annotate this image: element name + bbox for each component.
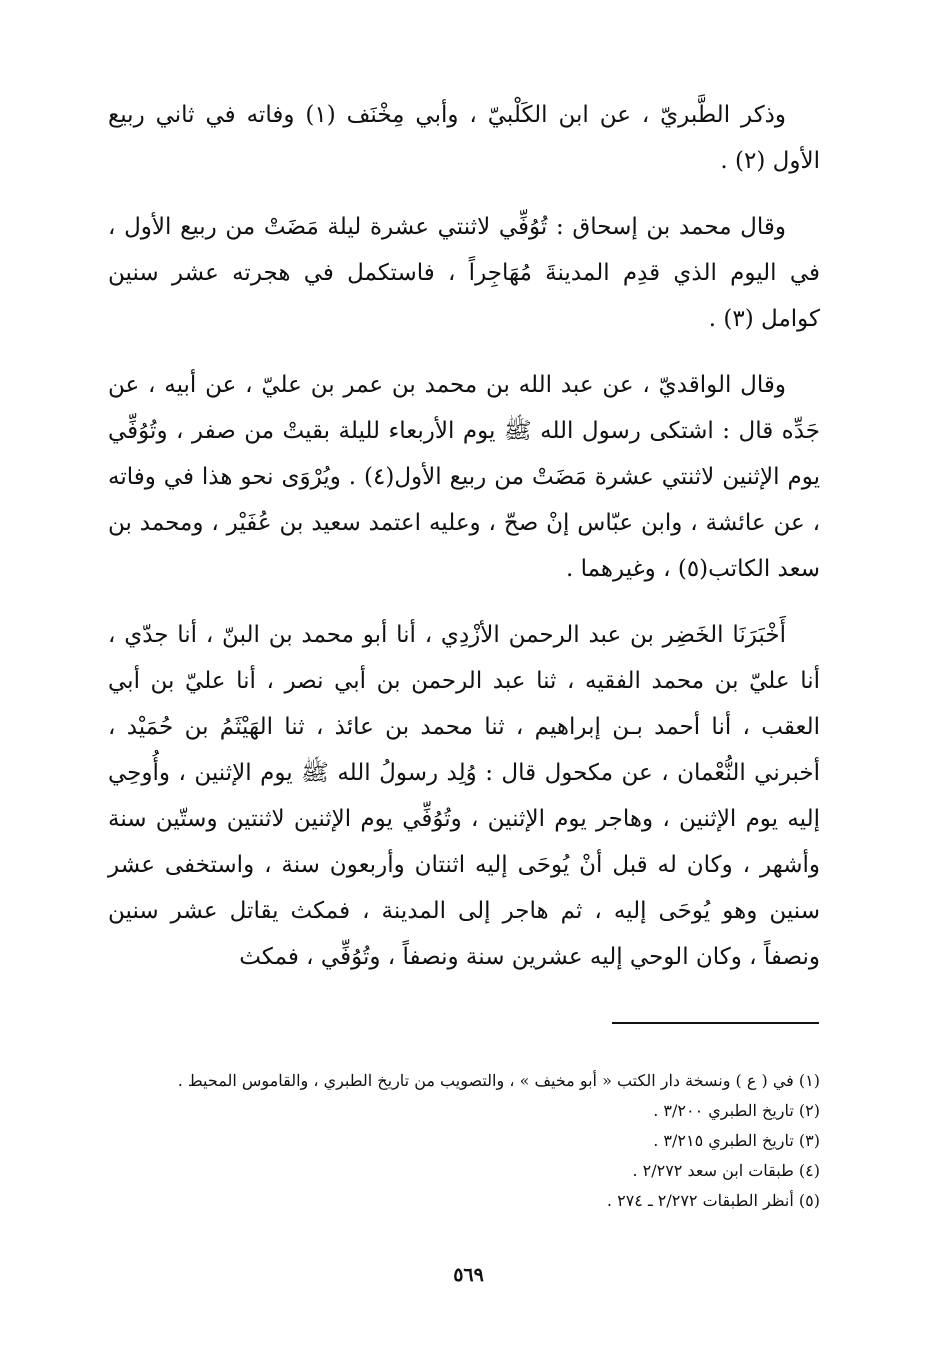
page-number: ٥٦٩ xyxy=(453,1264,484,1286)
footnote-divider xyxy=(612,1022,819,1024)
paragraph-tabari: وذكر الطَّبريّ ، عن ابن الكَلْبيّ ، وأبي مِخْنَف (١) وفاته في ثاني ربيع الأول (٢) . xyxy=(108,102,820,174)
paragraph-makhul-isnad: أَخْبَرَنَا الخَضِر بن عبد الرحمن الأزْدِي ، أنا أبو محمد بن البنّ ، أنا جدّي ، أنا عليّ بن محمد الفقيه ، ثنا عبد الرحمن بن أبي نصر ، أنا عليّ بن أبي العقب ، أنا أحمد بـن إبراهيم ، ثنا محمد بن عائذ ، ثنا الهَيْثَمُ بن حُمَيْد ، أخبرني النُّعْمان ، عن مكحول قال : وُلِد رسولُ الله ﷺ يوم الإثنين ، وأُوحِي إليه يوم الإثنين ، وهاجر يوم الإثنين ، وتُوُفِّي يوم الإثنين لاثنتين وستّين سنة وأشهر ، وكان له قبل أنْ يُوحَى إليه اثنتان وأربعون سنة ، واستخفى عشر سنين وهو يُوحَى إليه ، ثم هاجر إلى المدينة ، فمكث يقاتل عشر سنين ونصفاً ، وكان الوحي إليه عشرين سنة ونصفاً ، وتُوُفِّي ، فمكث xyxy=(108,622,820,970)
footnote-2: (٢) تاريخ الطبري ٣/٢٠٠ . xyxy=(653,1101,820,1120)
footnote-4: (٤) طبقات ابن سعد ٢/٢٧٢ . xyxy=(632,1161,820,1180)
footnotes-list xyxy=(108,1066,820,1216)
main-text xyxy=(108,92,820,980)
footnote-1: (١) في ( ع ) ونسخة دار الكتب « أبو مخيف » ، والتصويب من تاريخ الطبري ، والقاموس المحيط . xyxy=(177,1071,820,1090)
footnote-3: (٣) تاريخ الطبري ٣/٢١٥ . xyxy=(653,1131,820,1150)
paragraph-ibn-ishaq: وقال محمد بن إسحاق : تُوُفِّي لاثنتي عشرة ليلة مَضَتْ من ربيع الأول ، في اليوم الذي قدِم المدينةَ مُهَاجِراً ، فاستكمل في هجرته عشر سنين كوامل (٣) . xyxy=(108,214,820,332)
paragraph-waqidi: وقال الواقديّ ، عن عبد الله بن محمد بن عمر بن عليّ ، عن أبيه ، عن جَدِّه قال : اشتكى رسول الله ﷺ يوم الأربعاء لليلة بقيتْ من صفر ، وتُوُفِّي يوم الإثنين لاثنتي عشرة مَضَتْ من ربيع الأول(٤) . ويُرْوَى نحو هذا في وفاته ، عن عائشة ، وابن عبّاس إنْ صحّ ، وعليه اعتمد سعيد بن عُفَيْر ، ومحمد بن سعد الكاتب(٥) ، وغيرهما . xyxy=(108,372,821,582)
footnote-5: (٥) أنظر الطبقات ٢/٢٧٢ ـ ٢٧٤ . xyxy=(606,1191,820,1210)
